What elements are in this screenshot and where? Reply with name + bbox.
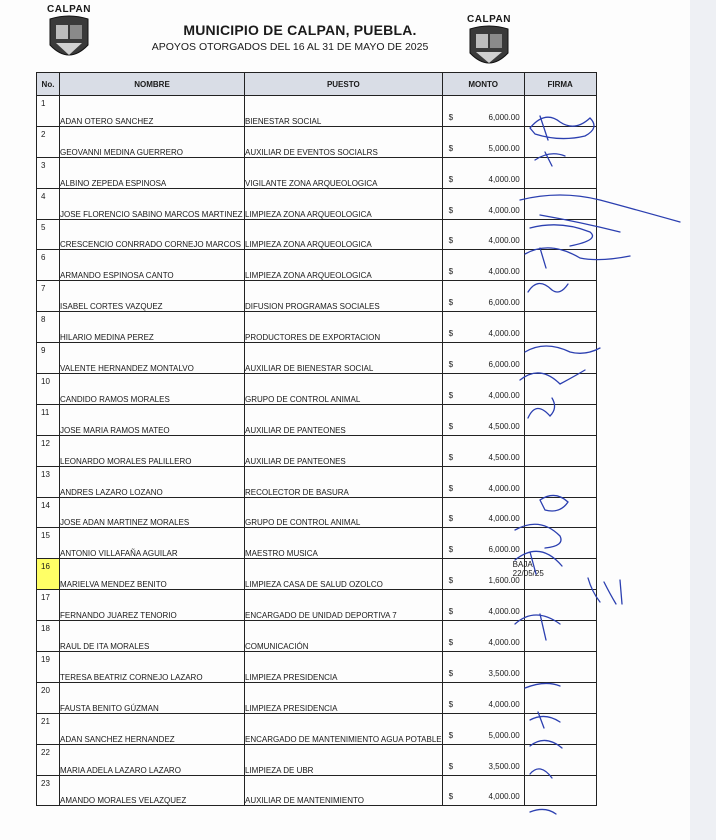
- row-amount-cell: [442, 188, 524, 219]
- row-number: 6: [41, 253, 46, 263]
- table-row: [37, 466, 597, 497]
- table-row: [37, 126, 597, 157]
- row-name: ANDRES LAZARO LOZANO: [60, 466, 245, 497]
- row-amount: 4,000.00: [488, 205, 520, 215]
- row-name: ISABEL CORTES VAZQUEZ: [60, 281, 245, 312]
- signature-mark: [530, 809, 556, 814]
- table-row: [37, 188, 597, 219]
- row-number: 2: [41, 129, 46, 139]
- row-number: 23: [41, 778, 50, 788]
- signature-cell: [524, 219, 596, 250]
- table-row: [37, 497, 597, 528]
- row-amount-cell: [442, 374, 524, 405]
- row-number: 16: [41, 562, 50, 572]
- row-number: 13: [41, 469, 50, 479]
- currency-symbol: $: [448, 545, 454, 555]
- row-name: ALBINO ZEPEDA ESPINOSA: [60, 157, 245, 188]
- signature-cell: [524, 126, 596, 157]
- currency-symbol: $: [448, 329, 454, 339]
- row-post: LIMPIEZA PRESIDENCIA: [245, 652, 443, 683]
- row-amount-cell: [442, 435, 524, 466]
- signature-cell: [524, 466, 596, 497]
- row-name: JOSE ADAN MARTINEZ MORALES: [60, 497, 245, 528]
- currency-symbol: $: [448, 205, 454, 215]
- row-name: CANDIDO RAMOS MORALES: [60, 374, 245, 405]
- row-amount: 4,500.00: [488, 452, 520, 462]
- row-post: AUXILIAR DE BIENESTAR SOCIAL: [245, 343, 443, 374]
- row-number-cell: [37, 126, 60, 157]
- row-number: 15: [41, 531, 50, 541]
- column-header-name: NOMBRE: [60, 73, 245, 96]
- table-row: [37, 312, 597, 343]
- row-name: ANTONIO VILLAFAÑA AGUILAR: [60, 528, 245, 559]
- table-row: [37, 96, 597, 127]
- signature-cell: [524, 157, 596, 188]
- row-amount: 4,000.00: [488, 638, 520, 648]
- signature-cell: [524, 96, 596, 127]
- row-number-cell: [37, 157, 60, 188]
- currency-symbol: $: [448, 112, 454, 122]
- row-number-cell: [37, 497, 60, 528]
- table-row: [37, 374, 597, 405]
- row-number: 8: [41, 315, 46, 325]
- row-number: 5: [41, 222, 46, 232]
- row-post: LIMPIEZA CASA DE SALUD OZOLCO: [245, 559, 443, 590]
- column-header-post: PUESTO: [245, 73, 443, 96]
- row-number-cell: [37, 590, 60, 621]
- table-row: [37, 250, 597, 281]
- row-number: 11: [41, 407, 50, 417]
- row-post: AUXILIAR DE EVENTOS SOCIALRS: [245, 126, 443, 157]
- table-row: [37, 621, 597, 652]
- signature-cell: [524, 250, 596, 281]
- row-name: FAUSTA BENITO GÚZMAN: [60, 682, 245, 713]
- table-row: [37, 281, 597, 312]
- row-amount: 4,000.00: [488, 483, 520, 493]
- coat-of-arms-icon: [44, 15, 94, 63]
- row-number: 17: [41, 593, 50, 603]
- currency-symbol: $: [448, 360, 454, 370]
- row-number-cell: [37, 652, 60, 683]
- row-post: AUXILIAR DE PANTEONES: [245, 404, 443, 435]
- signature-cell: [524, 497, 596, 528]
- currency-symbol: $: [448, 514, 454, 524]
- currency-symbol: $: [448, 668, 454, 678]
- currency-symbol: $: [448, 638, 454, 648]
- signature-cell: [524, 775, 596, 806]
- row-amount-cell: [442, 528, 524, 559]
- row-post: AUXILIAR DE PANTEONES: [245, 435, 443, 466]
- row-amount: 4,000.00: [488, 792, 520, 802]
- row-name: FERNANDO JUAREZ TENORIO: [60, 590, 245, 621]
- row-amount-cell: [442, 250, 524, 281]
- table-row: [37, 157, 597, 188]
- row-amount-cell: [442, 157, 524, 188]
- row-number: 3: [41, 160, 46, 170]
- row-name: VALENTE HERNANDEZ MONTALVO: [60, 343, 245, 374]
- currency-symbol: $: [448, 452, 454, 462]
- currency-symbol: $: [448, 730, 454, 740]
- row-amount: 4,000.00: [488, 390, 520, 400]
- row-amount: 4,000.00: [488, 174, 520, 184]
- document-subtitle: APOYOS OTORGADOS DEL 16 AL 31 DE MAYO DE 2025: [151, 41, 429, 53]
- row-amount: 4,000.00: [488, 607, 520, 617]
- table-row: [37, 775, 597, 806]
- row-name: ARMANDO ESPINOSA CANTO: [60, 250, 245, 281]
- row-post: ENCARGADO DE UNIDAD DEPORTIVA 7: [245, 590, 443, 621]
- row-amount: 6,000.00: [488, 112, 520, 122]
- row-amount: 3,500.00: [488, 668, 520, 678]
- row-amount: 3,500.00: [488, 761, 520, 771]
- row-post: GRUPO DE CONTROL ANIMAL: [245, 497, 443, 528]
- table-row: [37, 682, 597, 713]
- row-post: RECOLECTOR DE BASURA: [245, 466, 443, 497]
- currency-symbol: $: [448, 298, 454, 308]
- row-amount-cell: [442, 126, 524, 157]
- row-post: VIGILANTE ZONA ARQUEOLOGICA: [245, 157, 443, 188]
- row-number-cell-highlighted: [37, 559, 60, 590]
- row-post: MAESTRO MUSICA: [245, 528, 443, 559]
- row-number: 1: [41, 99, 46, 108]
- table-row: [37, 652, 597, 683]
- row-post: BIENESTAR SOCIAL: [245, 96, 443, 127]
- row-name: JOSE FLORENCIO SABINO MARCOS MARTINEZ: [60, 188, 245, 219]
- signature-cell: [524, 621, 596, 652]
- row-post: AUXILIAR DE MANTENIMIENTO: [245, 775, 443, 806]
- row-amount: 6,000.00: [488, 545, 520, 555]
- row-amount-cell: [442, 775, 524, 806]
- row-post: LIMPIEZA DE UBR: [245, 744, 443, 775]
- row-amount: 6,000.00: [488, 360, 520, 370]
- row-name: HILARIO MEDINA PEREZ: [60, 312, 245, 343]
- row-name: ADAN SANCHEZ HERNANDEZ: [60, 713, 245, 744]
- currency-symbol: $: [448, 483, 454, 493]
- signature-cell: [524, 590, 596, 621]
- payments-table: [36, 72, 597, 806]
- row-number-cell: [37, 713, 60, 744]
- row-amount: 4,000.00: [488, 236, 520, 246]
- row-number-cell: [37, 343, 60, 374]
- row-number-cell: [37, 374, 60, 405]
- row-amount-cell: [442, 312, 524, 343]
- row-post: DIFUSION PROGRAMAS SOCIALES: [245, 281, 443, 312]
- row-name: GEOVANNI MEDINA GUERRERO: [60, 126, 245, 157]
- row-amount: 4,000.00: [488, 329, 520, 339]
- row-number-cell: [37, 219, 60, 250]
- signature-cell: [524, 528, 596, 559]
- row-number-cell: [37, 281, 60, 312]
- row-number: 12: [41, 438, 50, 448]
- table-row: [37, 343, 597, 374]
- row-post: ENCARGADO DE MANTENIMIENTO AGUA POTABLE: [245, 713, 443, 744]
- column-header-sign: FIRMA: [524, 73, 596, 96]
- signature-cell: [524, 652, 596, 683]
- row-number: 19: [41, 655, 50, 665]
- signature-cell: [524, 682, 596, 713]
- row-post: LIMPIEZA ZONA ARQUEOLOGICA: [245, 250, 443, 281]
- currency-symbol: $: [448, 390, 454, 400]
- coat-of-arms-icon: [464, 25, 514, 71]
- row-amount-cell: [442, 682, 524, 713]
- currency-symbol: $: [448, 174, 454, 184]
- row-amount-cell: [442, 621, 524, 652]
- row-amount: 1,600.00: [488, 576, 520, 586]
- scan-margin: [690, 0, 716, 840]
- row-amount-cell: [442, 652, 524, 683]
- municipal-logo-left: [40, 4, 98, 66]
- signature-cell: [524, 374, 596, 405]
- row-post: GRUPO DE CONTROL ANIMAL: [245, 374, 443, 405]
- row-number-cell: [37, 250, 60, 281]
- row-number-cell: [37, 528, 60, 559]
- row-amount: 4,000.00: [488, 699, 520, 709]
- row-amount-cell: [442, 219, 524, 250]
- table-row: [37, 744, 597, 775]
- table-row: [37, 559, 597, 590]
- row-amount: 4,000.00: [488, 514, 520, 524]
- row-name: TERESA BEATRIZ CORNEJO LAZARO: [60, 652, 245, 683]
- row-number-cell: [37, 96, 60, 127]
- row-amount: 5,000.00: [488, 730, 520, 740]
- row-amount-cell: [442, 713, 524, 744]
- row-amount-cell: [442, 466, 524, 497]
- table-row: [37, 528, 597, 559]
- table-row: [37, 219, 597, 250]
- row-name: MARIELVA MENDEZ BENITO: [60, 559, 245, 590]
- row-post: LIMPIEZA ZONA ARQUEOLOGICA: [245, 219, 443, 250]
- row-number: 22: [41, 747, 50, 757]
- currency-symbol: $: [448, 236, 454, 246]
- row-name: AMANDO MORALES VELAZQUEZ: [60, 775, 245, 806]
- row-amount-cell: [442, 744, 524, 775]
- table-row: [37, 713, 597, 744]
- signature-cell: [524, 435, 596, 466]
- signature-cell: [524, 312, 596, 343]
- signature-cell: [524, 188, 596, 219]
- row-name: RAUL DE ITA MORALES: [60, 621, 245, 652]
- row-amount-cell: [442, 559, 544, 590]
- row-name: LEONARDO MORALES PALILLERO: [60, 435, 245, 466]
- logo-brand-text: CALPAN: [47, 4, 91, 15]
- row-amount-cell: [442, 343, 524, 374]
- row-post: LIMPIEZA ZONA ARQUEOLOGICA: [245, 188, 443, 219]
- currency-symbol: $: [448, 761, 454, 771]
- row-number: 20: [41, 685, 50, 695]
- currency-symbol: $: [448, 607, 454, 617]
- currency-symbol: $: [448, 421, 454, 431]
- row-name: JOSE MARIA RAMOS MATEO: [60, 404, 245, 435]
- row-number: 4: [41, 191, 46, 201]
- row-amount: 4,000.00: [488, 267, 520, 277]
- signature-cell: [524, 744, 596, 775]
- row-amount-cell: [442, 404, 524, 435]
- table-row: [37, 435, 597, 466]
- row-amount-cell: [442, 497, 524, 528]
- table-header-row: [37, 73, 597, 96]
- withdrawal-label: BAJA: [512, 560, 533, 570]
- withdrawal-date: 22/05/25: [512, 569, 544, 579]
- row-number: 18: [41, 624, 50, 634]
- signature-cell: [524, 343, 596, 374]
- currency-symbol: $: [448, 576, 454, 586]
- row-number-cell: [37, 775, 60, 806]
- row-number: 7: [41, 284, 46, 294]
- row-number-cell: [37, 312, 60, 343]
- row-number: 10: [41, 377, 50, 387]
- row-number-cell: [37, 621, 60, 652]
- row-number: 14: [41, 500, 50, 510]
- row-number-cell: [37, 744, 60, 775]
- row-name: MARIA ADELA LAZARO LAZARO: [60, 744, 245, 775]
- row-number-cell: [37, 435, 60, 466]
- currency-symbol: $: [448, 699, 454, 709]
- row-amount: 6,000.00: [488, 298, 520, 308]
- row-number-cell: [37, 682, 60, 713]
- row-post: LIMPIEZA PRESIDENCIA: [245, 682, 443, 713]
- row-amount: 5,000.00: [488, 143, 520, 153]
- table-row: [37, 590, 597, 621]
- signature-cell: [524, 404, 596, 435]
- currency-symbol: $: [448, 143, 454, 153]
- row-number-cell: [37, 466, 60, 497]
- row-post: COMUNICACIÓN: [245, 621, 443, 652]
- row-number: 9: [41, 346, 46, 356]
- currency-symbol: $: [448, 267, 454, 277]
- row-amount-cell: [442, 590, 524, 621]
- row-name: ADAN OTERO SANCHEZ: [60, 96, 245, 127]
- currency-symbol: $: [448, 792, 454, 802]
- row-amount: 4,500.00: [488, 421, 520, 431]
- row-amount-cell: [442, 96, 524, 127]
- column-header-amount: MONTO: [442, 73, 524, 96]
- row-name: CRESCENCIO CONRRADO CORNEJO MARCOS: [60, 219, 245, 250]
- column-header-no: No.: [37, 73, 60, 96]
- document-title: MUNICIPIO DE CALPAN, PUEBLA.: [183, 22, 417, 38]
- row-number: 21: [41, 716, 50, 726]
- table-row: [37, 404, 597, 435]
- row-amount-cell: [442, 281, 524, 312]
- row-number-cell: [37, 188, 60, 219]
- logo-brand-text: CALPAN: [467, 14, 511, 25]
- signature-cell: [524, 713, 596, 744]
- row-post: PRODUCTORES DE EXPORTACION: [245, 312, 443, 343]
- signature-cell: [524, 281, 596, 312]
- row-number-cell: [37, 404, 60, 435]
